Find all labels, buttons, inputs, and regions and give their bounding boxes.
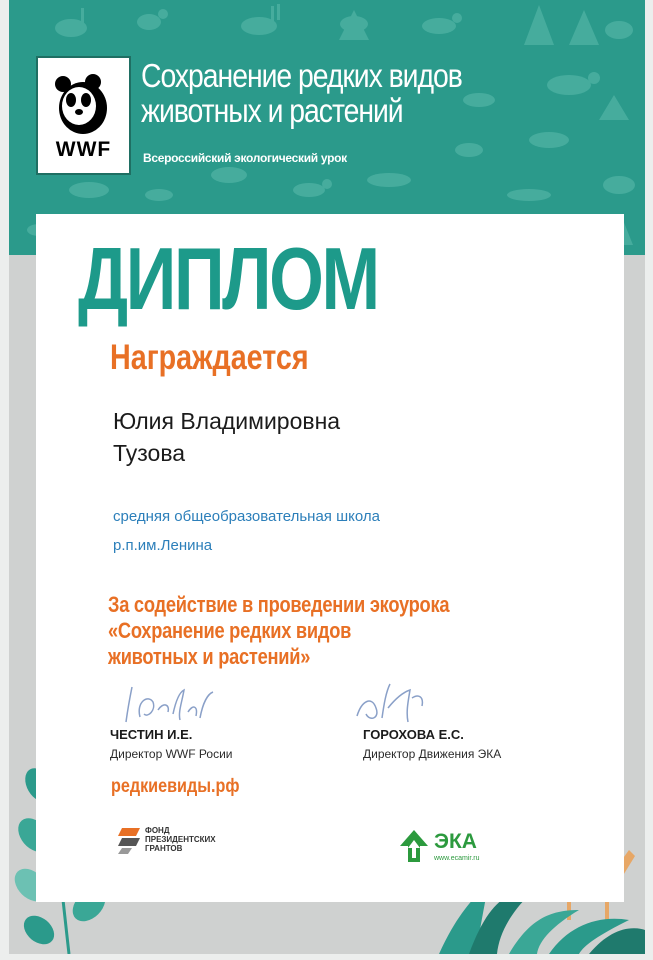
signatory-1-name: ЧЕСТИН И.Е. xyxy=(110,727,193,742)
banner-title-line1: Сохранение редких видов xyxy=(141,57,462,94)
fund-line3: ГРАНТОВ xyxy=(145,844,183,853)
panda-icon xyxy=(49,68,117,138)
reason-line2: «Сохранение редких видов xyxy=(108,618,352,643)
eka-name: ЭКА xyxy=(434,830,477,853)
recipient-name-line2: Тузова xyxy=(113,440,186,466)
signatory-2-name: ГОРОХОВА Е.С. xyxy=(363,727,464,742)
signatory-2-role: Директор Движения ЭКА xyxy=(363,747,502,761)
fund-text xyxy=(145,826,235,853)
recipient-name xyxy=(113,405,340,469)
diploma-heading: ДИПЛОМ xyxy=(78,229,378,328)
recipient-name-line1: Юлия Владимировна xyxy=(113,408,341,434)
fund-line1: ФОНД xyxy=(145,826,170,835)
eka-tree-icon xyxy=(398,828,430,864)
banner-title-line2: животных и растений xyxy=(141,92,403,129)
signatory-1 xyxy=(110,727,232,761)
awarded-label: Награждается xyxy=(110,338,309,377)
banner-subtitle: Всероссийский экологический урок xyxy=(143,151,347,165)
signature-1 xyxy=(118,682,218,727)
wwf-logo xyxy=(36,56,131,175)
reason-line3: животных и растений» xyxy=(108,644,311,669)
school-line2: р.п.им.Ленина xyxy=(113,537,213,554)
website-link[interactable]: редкиевиды.рф xyxy=(111,776,240,797)
wwf-wordmark: WWF xyxy=(55,138,112,161)
school-name xyxy=(113,502,380,560)
fund-emblem-icon xyxy=(118,826,142,854)
school-line1: средняя общеобразовательная школа xyxy=(113,508,380,525)
signature-2 xyxy=(352,678,432,726)
certificate-sheet xyxy=(9,0,645,954)
eka-url: www.ecamir.ru xyxy=(434,855,480,862)
signatory-2 xyxy=(363,727,501,761)
signatory-1-role: Директор WWF Росии xyxy=(110,747,233,761)
banner-title xyxy=(141,58,502,128)
eka-logo xyxy=(398,828,480,869)
fund-line2: ПРЕЗИДЕНТСКИХ xyxy=(145,835,216,844)
presidential-grants-fund-logo xyxy=(118,826,216,859)
award-reason xyxy=(108,592,498,670)
reason-line1: За содействие в проведении экоурока xyxy=(108,592,450,617)
